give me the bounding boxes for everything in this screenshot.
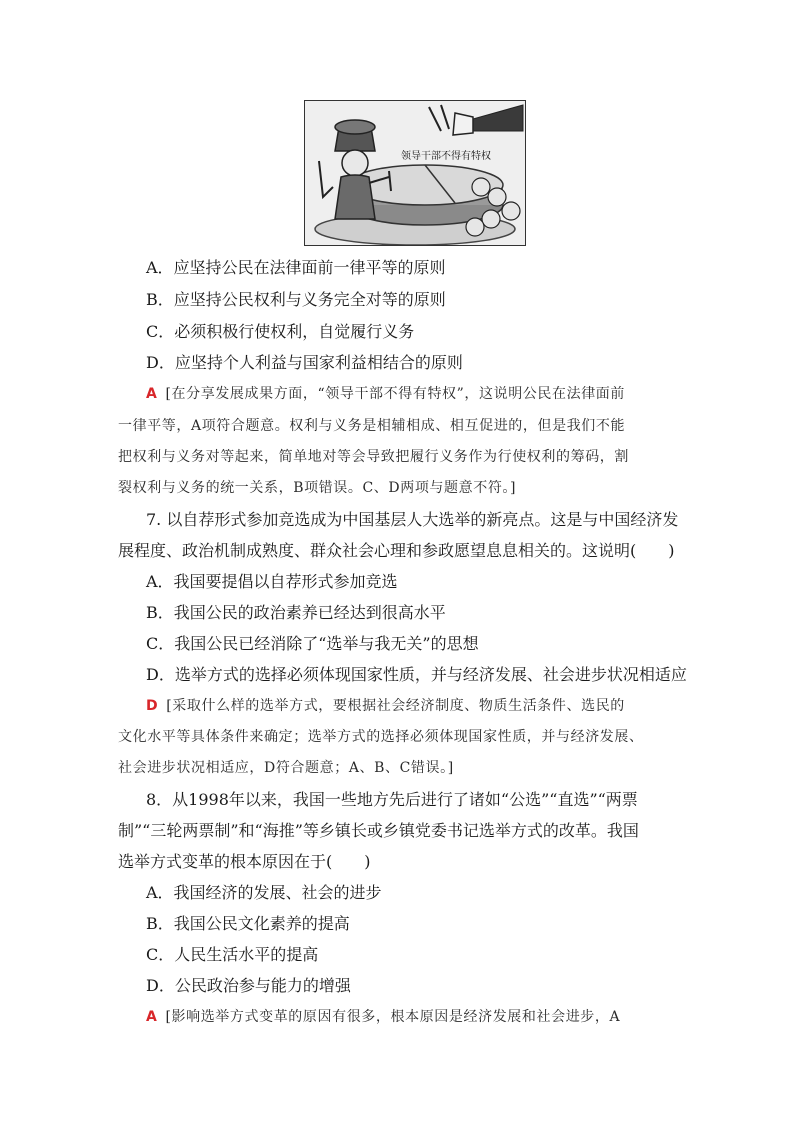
q7-option-b: B．我国公民的政治素养已经达到很高水平 — [146, 603, 446, 622]
q7-explanation-text: [采取什么样的选举方式，要根据社会经济制度、物质生活条件、选民的 — [166, 698, 625, 714]
q8-explanation-line — [146, 1007, 620, 1027]
q6-explanation-text: [在分享发展成果方面，“领导干部不得有特权”，这说明公民在法律面前 — [165, 386, 626, 402]
q8-stem-line: 制”“三轮两票制”和“海推”等乡镇长或乡镇党委书记选举方式的改革。我国 — [118, 821, 639, 840]
q8-stem-line: 8．从1998年以来，我国一些地方先后进行了诸如“公选”“直选”“两票 — [146, 790, 638, 809]
q7-stem-line: 7. 以自荐形式参加竞选成为中国基层人大选举的新亮点。这是与中国经济发 — [146, 510, 679, 529]
q7-explanation-line — [146, 696, 625, 716]
q6-explanation-line: 把权利与义务对等起来，简单地对等会导致把履行义务作为行使权利的筹码，割 — [118, 449, 629, 465]
q8-option-b: B．我国公民文化素养的提高 — [146, 914, 350, 933]
q7-answer: D — [146, 698, 159, 714]
q6-explanation-line — [146, 384, 625, 404]
q7-explanation-line: 社会进步状况相适应，D符合题意；A、B、C错误。] — [118, 760, 454, 776]
q6-option-d: D．应坚持个人利益与国家利益相结合的原则 — [146, 353, 463, 372]
q8-explanation-text: [影响选举方式变革的原因有很多，根本原因是经济发展和社会进步，A — [165, 1009, 621, 1025]
q6-explanation-line: 一律平等，A项符合题意。权利与义务是相辅相成、相互促进的，但是我们不能 — [118, 418, 626, 434]
q6-answer: A — [146, 386, 158, 402]
cartoon-illustration-icon — [305, 101, 525, 245]
q8-answer: A — [146, 1009, 158, 1025]
q6-option-b: B．应坚持公民权利与义务完全对等的原则 — [146, 290, 446, 309]
q6-explanation-line: 裂权利与义务的统一关系，B项错误。C、D两项与题意不符。] — [118, 480, 517, 496]
cartoon-image — [304, 100, 526, 246]
q8-option-d: D．公民政治参与能力的增强 — [146, 976, 351, 995]
q6-option-c: C．必须积极行使权利，自觉履行义务 — [146, 322, 415, 341]
q7-explanation-line: 文化水平等具体条件来确定；选举方式的选择必须体现国家性质，并与经济发展、 — [118, 729, 644, 745]
q7-option-d: D．选举方式的选择必须体现国家性质，并与经济发展、社会进步状况相适应 — [146, 665, 687, 684]
q6-option-a: A．应坚持公民在法律面前一律平等的原则 — [146, 258, 446, 277]
q7-option-a: A．我国要提倡以自荐形式参加竞选 — [146, 572, 398, 591]
q7-option-c: C．我国公民已经消除了“选举与我无关”的思想 — [146, 634, 479, 653]
q7-stem-line: 展程度、政治机制成熟度、群众社会心理和参政愿望息息相关的。这说明( ) — [118, 541, 675, 560]
q8-option-a: A．我国经济的发展、社会的进步 — [146, 883, 382, 902]
cartoon-caption: 领导干部不得有特权 — [401, 151, 491, 162]
q8-stem-line: 选举方式变革的根本原因在于( ) — [118, 852, 371, 871]
q8-option-c: C．人民生活水平的提高 — [146, 945, 319, 964]
